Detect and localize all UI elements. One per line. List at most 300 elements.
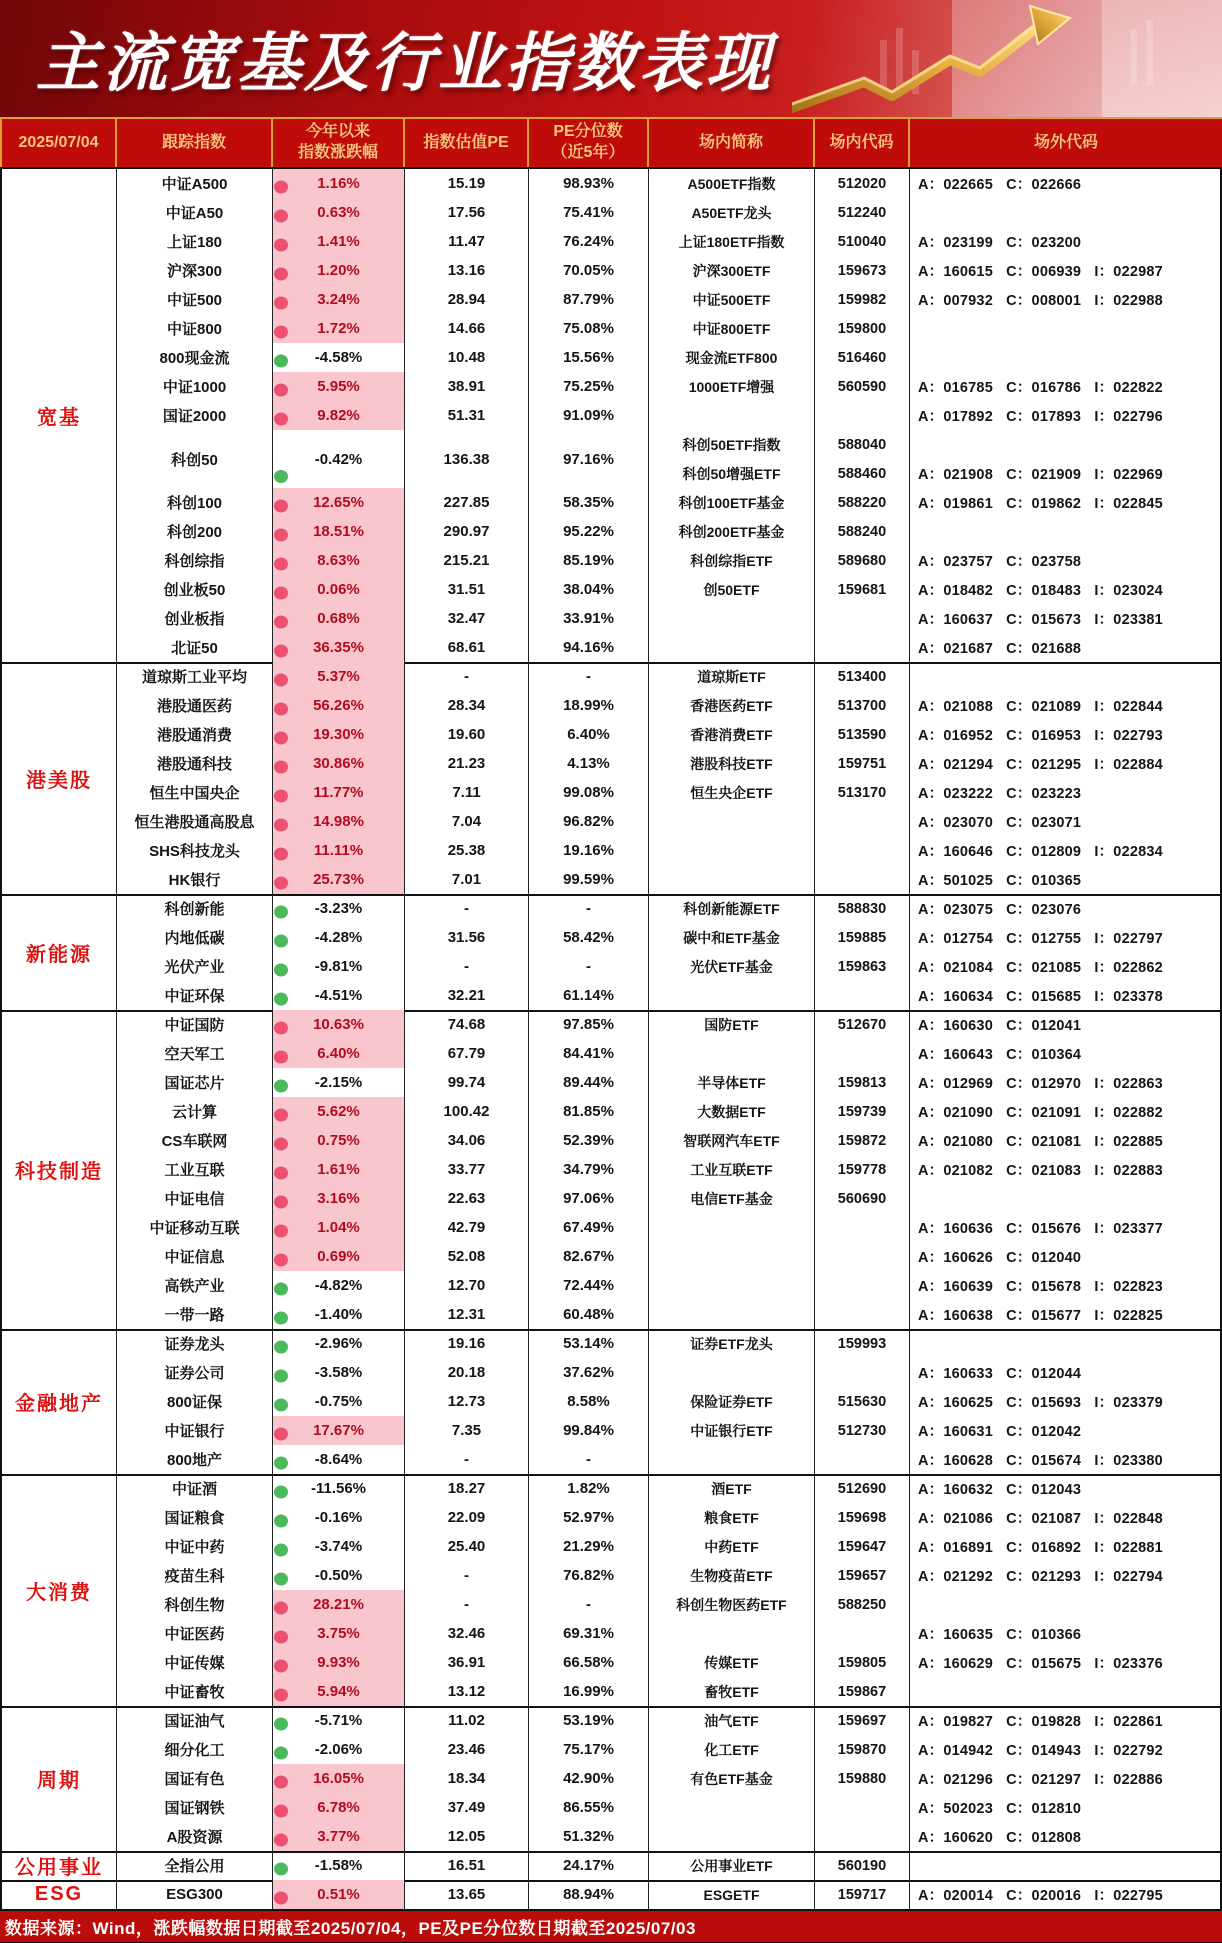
index-name-cell: 细分化工 [117,1735,273,1764]
pe-percentile-cell: 99.08% [529,778,649,807]
etf-name-cell [649,1822,815,1851]
pe-percentile-cell: 52.97% [529,1503,649,1532]
etf-name-cell: 现金流ETF800 [649,343,815,372]
pe-value-cell: 11.47 [405,227,529,256]
ytd-change-cell: 5.95% [273,372,405,401]
category-label: 大消费 [2,1474,117,1706]
table-row [117,1677,1220,1706]
exchange-code-cell: 159717 [815,1880,910,1909]
up-dot-icon [274,1166,288,1179]
index-name-cell: 国证钢铁 [117,1793,273,1822]
otc-code-cell: A：160633 C：012044 [918,1366,1082,1382]
up-dot-icon [274,615,288,628]
etf-name-cell: 油气ETF [649,1706,815,1735]
exchange-code-cell [815,865,910,894]
exchange-code-cell: 513590 [815,720,910,749]
index-name-cell: 国证2000 [117,401,273,430]
up-dot-icon [274,1688,288,1701]
exchange-code-cell [815,401,910,430]
down-dot-icon [274,1746,288,1759]
index-name-cell: 科创新能 [117,894,273,923]
index-name-cell: SHS科技龙头 [117,836,273,865]
category-label: 港美股 [2,662,117,894]
pe-value-cell: 17.56 [405,198,529,227]
index-name-cell: 恒生中国央企 [117,778,273,807]
table-row [117,807,1220,836]
otc-code-cell: A：021090 C：021091 I：022882 [918,1105,1163,1121]
pe-value-cell: 28.94 [405,285,529,314]
ytd-change-cell: 10.63% [273,1010,405,1039]
section-rows [117,1329,1220,1474]
exchange-code-cell: 560690 [815,1184,910,1213]
pe-percentile-cell: 53.19% [529,1706,649,1735]
ytd-change-cell: 56.26% [273,691,405,720]
pe-percentile-cell: 76.82% [529,1561,649,1590]
table-row [117,778,1220,807]
up-dot-icon [274,180,288,193]
ytd-change-cell: -3.74% [273,1532,405,1561]
index-name-cell: 中证医药 [117,1619,273,1648]
etf-name-cell: ESGETF [649,1880,815,1909]
index-name-cell: 科创50 [117,430,273,488]
otc-code-cell: A：160631 C：012042 [918,1424,1082,1440]
pe-value-cell: 36.91 [405,1648,529,1677]
table-row [117,1764,1220,1793]
down-dot-icon [274,992,288,1005]
table-row [117,981,1220,1010]
pe-percentile-cell: 87.79% [529,285,649,314]
pe-percentile-cell: 89.44% [529,1068,649,1097]
pe-value-cell: 15.19 [405,169,529,198]
pe-percentile-cell: 72.44% [529,1271,649,1300]
etf-name-cell [649,1358,815,1387]
up-dot-icon [274,1804,288,1817]
otc-code-cell: A：160639 C：015678 I：022823 [918,1279,1163,1295]
pe-value-cell: 13.12 [405,1677,529,1706]
pe-percentile-cell: 21.29% [529,1532,649,1561]
ytd-change-cell: 18.51% [273,517,405,546]
pe-percentile-cell: 81.85% [529,1097,649,1126]
down-dot-icon [274,1862,288,1875]
table-row [117,1010,1220,1039]
up-dot-icon [274,383,288,396]
exchange-code-cell: 512690 [815,1474,910,1503]
exchange-code-cell: 159657 [815,1561,910,1590]
exchange-code-cell [815,1358,910,1387]
section-rows [117,1010,1220,1329]
ytd-change-cell: -0.50% [273,1561,405,1590]
ytd-change-cell: 25.73% [273,865,405,894]
etf-name-cell: 半导体ETF [649,1068,815,1097]
ytd-change-cell: -4.28% [273,923,405,952]
etf-name-cell: 科创新能源ETF [649,894,815,923]
otc-code-cell: A：021082 C：021083 I：022883 [918,1163,1163,1179]
etf-name-cell: 沪深300ETF [649,256,815,285]
index-name-cell: 全指公用 [117,1851,273,1880]
table-row [117,633,1220,662]
ytd-change-cell: 3.24% [273,285,405,314]
category-section [2,1880,1220,1909]
up-dot-icon [274,789,288,802]
ytd-change-cell: 3.16% [273,1184,405,1213]
down-dot-icon [274,1340,288,1353]
pe-value-cell: 19.60 [405,720,529,749]
etf-name-cell: 1000ETF增强 [649,372,815,401]
etf-name-cell [649,401,815,430]
header-exchange-name: 场内简称 [649,119,815,167]
down-dot-icon [274,963,288,976]
index-name-cell: 中证中药 [117,1532,273,1561]
index-name-cell: 国证有色 [117,1764,273,1793]
section-rows [117,1880,1220,1909]
table-row [117,1503,1220,1532]
pe-percentile-cell: 82.67% [529,1242,649,1271]
category-label: ESG [2,1880,117,1909]
exchange-code-cell [815,836,910,865]
index-name-cell: 空天军工 [117,1039,273,1068]
table-row [117,952,1220,981]
ytd-change-cell: 16.05% [273,1764,405,1793]
category-section [2,1706,1220,1851]
table-row [117,1822,1220,1851]
exchange-code-cell: 588460 [815,459,910,488]
otc-code-cell: A：160636 C：015676 I：023377 [918,1221,1163,1237]
up-dot-icon [274,1601,288,1614]
exchange-code-cell [815,981,910,1010]
table-row [117,1880,1220,1909]
pe-percentile-cell: 52.39% [529,1126,649,1155]
index-name-cell: 道琼斯工业平均 [117,662,273,691]
etf-name-cell [649,1213,815,1242]
otc-code-cell [910,1851,1220,1880]
index-name-cell: 中证500 [117,285,273,314]
exchange-code-cell [815,1300,910,1329]
header-pe-percentile [529,119,649,167]
pe-percentile-cell: 99.84% [529,1416,649,1445]
ytd-change-cell: 0.51% [273,1880,405,1909]
ytd-change-cell: -1.58% [273,1851,405,1880]
index-name-cell: 沪深300 [117,256,273,285]
exchange-code-cell: 588240 [815,517,910,546]
up-dot-icon [274,818,288,831]
etf-name-cell: 工业互联ETF [649,1155,815,1184]
pe-value-cell: 16.51 [405,1851,529,1880]
exchange-code-cell: 159800 [815,314,910,343]
up-dot-icon [274,702,288,715]
pe-value-cell: 13.16 [405,256,529,285]
otc-code-cell [910,314,1220,343]
up-dot-icon [274,1630,288,1643]
exchange-code-cell [815,1039,910,1068]
up-dot-icon [274,1833,288,1846]
ytd-change-cell: -0.42% [273,430,405,488]
pe-percentile-cell: 58.35% [529,488,649,517]
table-row [117,1068,1220,1097]
up-dot-icon [274,1224,288,1237]
index-name-cell: 一带一路 [117,1300,273,1329]
pe-value-cell: 22.09 [405,1503,529,1532]
up-dot-icon [274,499,288,512]
title-banner [0,0,1222,117]
ytd-change-cell: -11.56% [273,1474,405,1503]
index-name-cell: ESG300 [117,1880,273,1909]
up-dot-icon [274,209,288,222]
gold-arrow-icon [792,0,1222,117]
header-pe: 指数估值PE [405,119,529,167]
pe-percentile-cell: 1.82% [529,1474,649,1503]
pe-value-cell: 7.35 [405,1416,529,1445]
exchange-code-cell: 560590 [815,372,910,401]
up-dot-icon [274,412,288,425]
up-dot-icon [274,1891,288,1904]
pe-value-cell: 7.04 [405,807,529,836]
ytd-change-cell: -3.58% [273,1358,405,1387]
exchange-code-cell: 159880 [815,1764,910,1793]
exchange-code-cell: 159647 [815,1532,910,1561]
ytd-change-cell: 11.77% [273,778,405,807]
exchange-code-cell: 159739 [815,1097,910,1126]
pe-value-cell: 52.08 [405,1242,529,1271]
exchange-code-cell: 159751 [815,749,910,778]
up-dot-icon [274,1659,288,1672]
etf-name-cell: 香港医药ETF [649,691,815,720]
otc-code-cell: A：021086 C：021087 I：022848 [918,1511,1163,1527]
etf-name-cell: 道琼斯ETF [649,662,815,691]
otc-code-cell [910,430,1220,459]
exchange-code-cell [815,1619,910,1648]
table-row [117,343,1220,372]
table-row [117,1155,1220,1184]
pe-value-cell: 12.31 [405,1300,529,1329]
section-rows [117,169,1220,662]
exchange-code-cell [815,1213,910,1242]
pe-value-cell: 12.05 [405,1822,529,1851]
exchange-code-cell: 513700 [815,691,910,720]
down-dot-icon [274,1572,288,1585]
exchange-code-cell: 560190 [815,1851,910,1880]
ytd-change-cell: -9.81% [273,952,405,981]
otc-code-cell: A：012969 C：012970 I：022863 [918,1076,1163,1092]
etf-name-cell: 香港消费ETF [649,720,815,749]
up-dot-icon [274,557,288,570]
etf-name-cell [649,1271,815,1300]
otc-code-cell: A：016952 C：016953 I：022793 [918,728,1163,744]
table-row [117,1474,1220,1503]
pe-percentile-cell: 70.05% [529,256,649,285]
index-name-cell: 证券公司 [117,1358,273,1387]
pe-value-cell: 12.73 [405,1387,529,1416]
pe-percentile-cell: 37.62% [529,1358,649,1387]
header-ytd-line2: 指数涨跌幅 [297,144,378,161]
up-dot-icon [274,1108,288,1121]
table-row [117,1387,1220,1416]
header-ytd-line1: 今年以来 [305,123,370,141]
ytd-change-cell: 0.75% [273,1126,405,1155]
pe-percentile-cell: 97.06% [529,1184,649,1213]
down-dot-icon [274,1485,288,1498]
pe-percentile-cell: 51.32% [529,1822,649,1851]
exchange-code-cell [815,1793,910,1822]
up-dot-icon [274,1427,288,1440]
pe-value-cell: 32.46 [405,1619,529,1648]
otc-code-cell: A：160628 C：015674 I：023380 [918,1453,1163,1469]
ytd-change-cell: -2.15% [273,1068,405,1097]
etf-name-cell [649,836,815,865]
table-row [117,1039,1220,1068]
pe-value-cell: - [405,662,529,691]
pe-value-cell: 34.06 [405,1126,529,1155]
otc-code-cell [910,517,1220,546]
ytd-change-cell: 6.78% [273,1793,405,1822]
exchange-code-cell: 159698 [815,1503,910,1532]
etf-name-cell [649,1039,815,1068]
exchange-code-cell: 513400 [815,662,910,691]
ytd-change-cell: -5.71% [273,1706,405,1735]
otc-code-cell: A：023199 C：023200 [918,235,1082,251]
table-row [117,1590,1220,1619]
index-name-cell: 中证800 [117,314,273,343]
ytd-change-cell: 19.30% [273,720,405,749]
sub-row [649,430,1220,459]
pe-value-cell: 67.79 [405,1039,529,1068]
table-row [117,198,1220,227]
header-pctl-line1: PE分位数 [553,123,623,141]
etf-name-cell [649,604,815,633]
etf-name-cell: 科创200ETF基金 [649,517,815,546]
ytd-change-cell: 0.63% [273,198,405,227]
etf-name-cell: 保险证券ETF [649,1387,815,1416]
otc-code-cell: A：160615 C：006939 I：022987 [918,264,1163,280]
etf-name-cell: 恒生央企ETF [649,778,815,807]
otc-code-cell: A：160637 C：015673 I：023381 [918,612,1163,628]
category-section [2,1851,1220,1880]
header-ytd-change [273,119,405,167]
pe-percentile-cell: 8.58% [529,1387,649,1416]
pe-value-cell: 100.42 [405,1097,529,1126]
etf-name-cell: 科创100ETF基金 [649,488,815,517]
otc-code-cell [910,1677,1220,1706]
down-dot-icon [274,1514,288,1527]
pe-value-cell: 7.01 [405,865,529,894]
pe-percentile-cell: 6.40% [529,720,649,749]
ytd-change-cell: 36.35% [273,633,405,662]
up-dot-icon [274,847,288,860]
etf-name-cell: 大数据ETF [649,1097,815,1126]
ytd-change-cell: 5.94% [273,1677,405,1706]
otc-code-cell: A：160620 C：012808 [918,1830,1082,1846]
table-row [117,546,1220,575]
ytd-change-cell: -0.75% [273,1387,405,1416]
otc-code-cell: A：160629 C：015675 I：023376 [918,1656,1163,1672]
etf-name-cell: 有色ETF基金 [649,1764,815,1793]
ytd-change-cell: 1.41% [273,227,405,256]
otc-code-cell: A：016891 C：016892 I：022881 [918,1540,1163,1556]
pe-value-cell: 19.16 [405,1329,529,1358]
index-name-cell: CS车联网 [117,1126,273,1155]
exchange-code-cell: 159813 [815,1068,910,1097]
pe-percentile-cell: 86.55% [529,1793,649,1822]
ytd-change-cell: -8.64% [273,1445,405,1474]
pe-value-cell: 11.02 [405,1706,529,1735]
index-name-cell: 国证油气 [117,1706,273,1735]
down-dot-icon [274,1398,288,1411]
etf-name-cell: 国防ETF [649,1010,815,1039]
table-row [117,1242,1220,1271]
index-name-cell: 云计算 [117,1097,273,1126]
up-dot-icon [274,673,288,686]
index-name-cell: 中证传媒 [117,1648,273,1677]
ytd-change-cell: -1.40% [273,1300,405,1329]
pe-percentile-cell: 84.41% [529,1039,649,1068]
ytd-change-cell: -2.06% [273,1735,405,1764]
pe-percentile-cell: 69.31% [529,1619,649,1648]
etf-name-cell: 科创综指ETF [649,546,815,575]
pe-percentile-cell: 58.42% [529,923,649,952]
up-dot-icon [274,1050,288,1063]
etf-name-cell [649,1242,815,1271]
pe-value-cell: 99.74 [405,1068,529,1097]
ytd-change-cell: 12.65% [273,488,405,517]
pe-percentile-cell: 15.56% [529,343,649,372]
up-dot-icon [274,267,288,280]
down-dot-icon [274,470,288,483]
ytd-change-cell: 0.68% [273,604,405,633]
up-dot-icon [274,1195,288,1208]
up-dot-icon [274,586,288,599]
down-dot-icon [274,1311,288,1324]
ytd-change-cell: 9.93% [273,1648,405,1677]
pe-percentile-cell: 38.04% [529,575,649,604]
table-row [117,836,1220,865]
pe-value-cell: 14.66 [405,314,529,343]
pe-percentile-cell: - [529,1590,649,1619]
pe-value-cell: 23.46 [405,1735,529,1764]
index-name-cell: 800现金流 [117,343,273,372]
pe-percentile-cell: 91.09% [529,401,649,430]
exchange-code-cell: 512730 [815,1416,910,1445]
pe-percentile-cell: 75.25% [529,372,649,401]
ytd-change-cell: 14.98% [273,807,405,836]
otc-code-cell: A：007932 C：008001 I：022988 [918,293,1163,309]
pe-value-cell: 18.27 [405,1474,529,1503]
table-row [117,1619,1220,1648]
etf-name-cell [649,981,815,1010]
section-rows [117,662,1220,894]
ytd-change-cell: 17.67% [273,1416,405,1445]
index-name-cell: 高铁产业 [117,1271,273,1300]
pe-percentile-cell: 61.14% [529,981,649,1010]
down-dot-icon [274,1079,288,1092]
etf-name-cell [649,865,815,894]
exchange-code-cell: 516460 [815,343,910,372]
pe-value-cell: 22.63 [405,1184,529,1213]
exchange-code-cell: 588830 [815,894,910,923]
pe-percentile-cell: 19.16% [529,836,649,865]
otc-code-cell: A：021296 C：021297 I：022886 [918,1772,1163,1788]
etf-name-cell: 中证800ETF [649,314,815,343]
pe-percentile-cell: 98.93% [529,169,649,198]
table-row [117,749,1220,778]
down-dot-icon [274,1543,288,1556]
pe-percentile-cell: 34.79% [529,1155,649,1184]
pe-value-cell: 38.91 [405,372,529,401]
pe-value-cell: 32.47 [405,604,529,633]
exchange-code-cell: 159681 [815,575,910,604]
index-name-cell: 上证180 [117,227,273,256]
header-otc-code: 场外代码 [1033,133,1098,151]
category-section [2,1474,1220,1706]
index-name-cell: 800证保 [117,1387,273,1416]
